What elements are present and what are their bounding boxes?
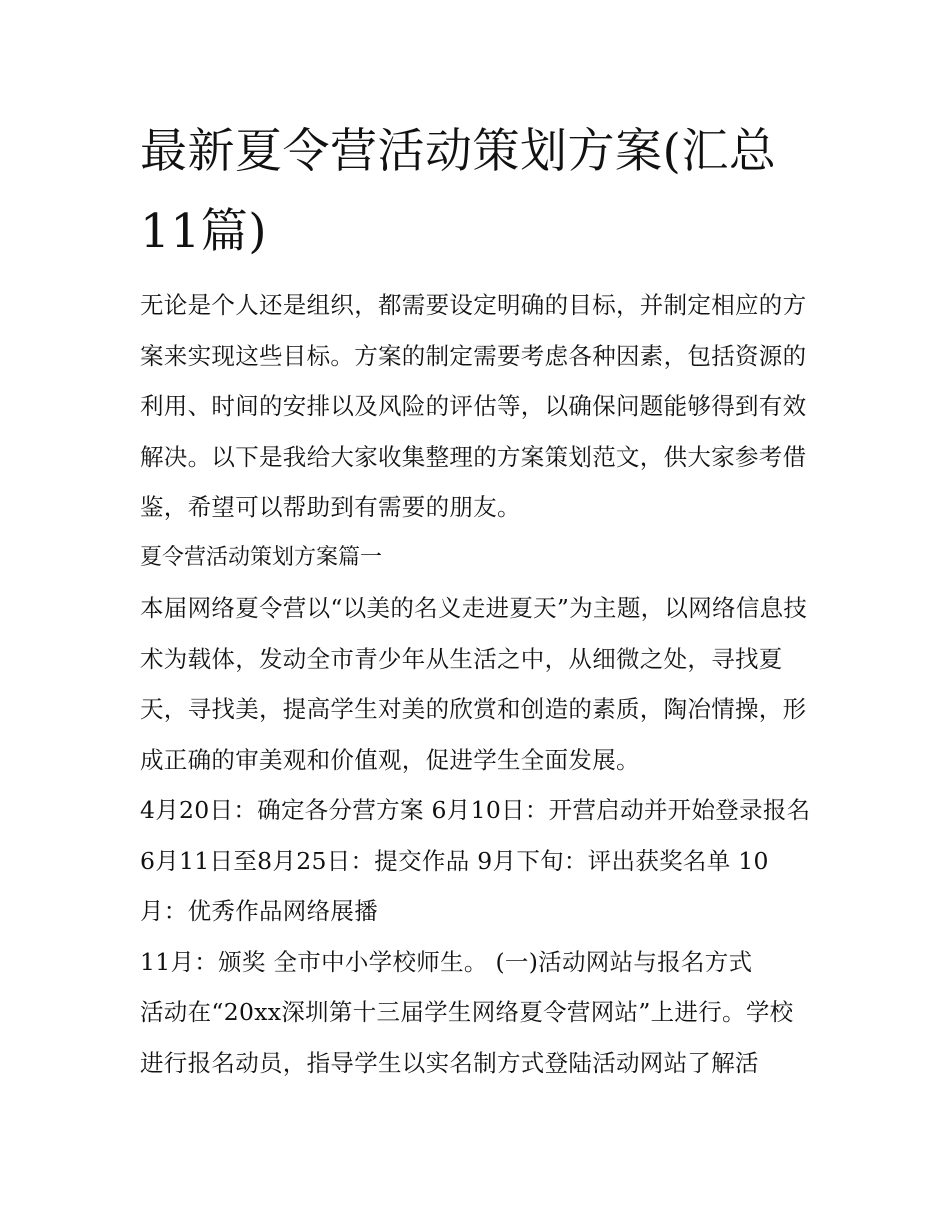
body-paragraph: 11月：颁奖 全市中小学校师生。 (一)活动网站与报名方式: [140, 947, 753, 976]
section-heading: 夏令营活动策划方案篇一: [140, 544, 383, 570]
body-paragraph: 活动在“20xx深圳第十三届学生网络夏令营网站”上进行。学校进行报名动员，指导学生以实名制方式登陆活动网站了解活: [140, 998, 794, 1077]
body-paragraph: 本届网络夏令营以“以美的名义走进夏天”为主题，以网络信息技术为载体，发动全市青少年从生活之中，从细微之处，寻找夏天，寻找美，提高学生对美的欣赏和创造的素质，陶冶情操，形成正确的审美观和价值观，促进学生全面发展。: [140, 594, 808, 774]
intro-paragraph: 无论是个人还是组织，都需要设定明确的目标，并制定相应的方案来实现这些目标。方案的制定需要考虑各种因素，包括资源的利用、时间的安排以及风险的评估等，以确保问题能够得到有效解决。以下是我给大家收集整理的方案策划范文，供大家参考借鉴，希望可以帮助到有需要的朋友。: [140, 291, 807, 521]
document-page: [140, 112, 812, 1088]
document-title-text: 最新夏令营活动策划方案(汇总11篇): [140, 124, 777, 259]
body-paragraph: 4月20日：确定各分营方案 6月10日：开营启动并开始登录报名 6月11日至8月25日：提交作品 9月下旬：评出获奖名单 10月：优秀作品网络展播: [140, 796, 811, 925]
document-title: [140, 112, 812, 272]
